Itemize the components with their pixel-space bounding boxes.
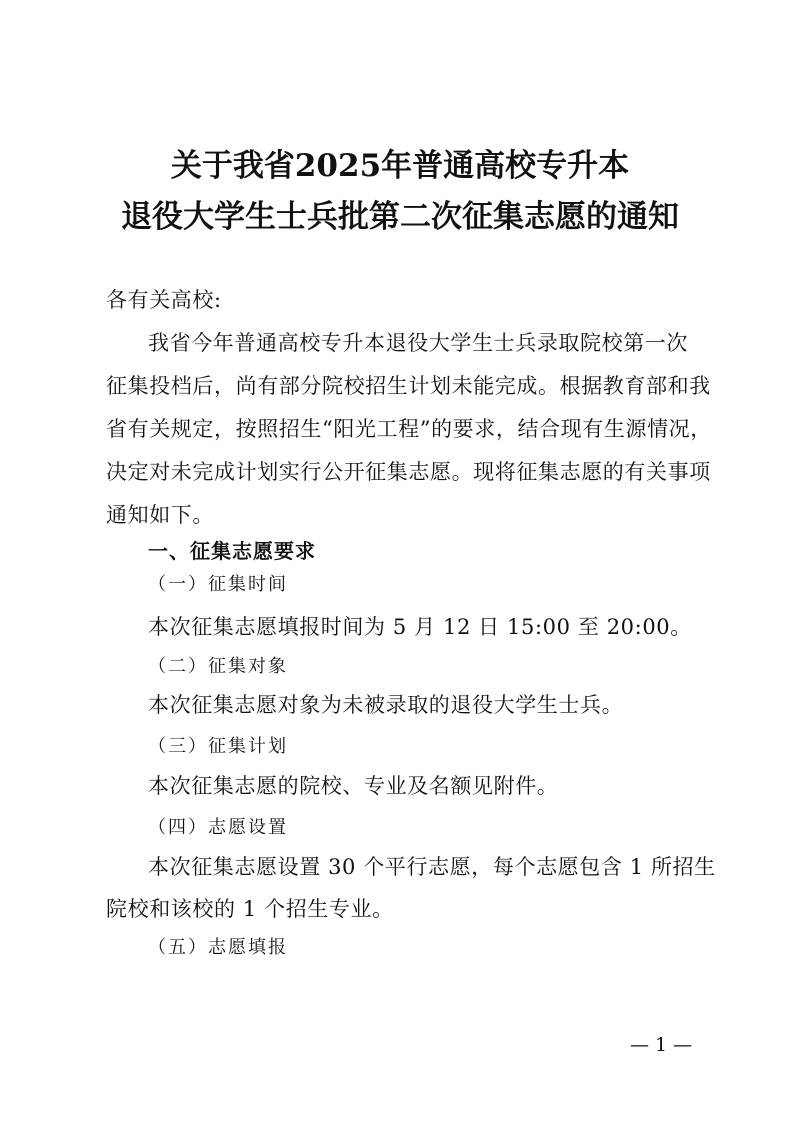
subsection-text: 本次征集志愿填报时间为 5 月 12 日 15:00 至 20:00。 (148, 615, 692, 639)
subsection-heading: （五）志愿填报 (148, 937, 288, 958)
subsection-heading: （四）志愿设置 (148, 817, 288, 838)
intro-paragraph-line: 征集投档后，尚有部分院校招生计划未能完成。根据教育部和我 (106, 374, 711, 398)
subsection-text-line: 本次征集志愿设置 30 个平行志愿，每个志愿包含 1 所招生 (148, 855, 716, 879)
document-title-line-1: 关于我省2025年普通高校专升本 (170, 148, 630, 184)
document-title-line-2: 退役大学生士兵批第二次征集志愿的通知 (121, 199, 679, 235)
intro-paragraph-line: 通知如下。 (106, 503, 214, 527)
page-number: — 1 — (630, 1034, 693, 1056)
subsection-text: 本次征集志愿对象为未被录取的退役大学生士兵。 (148, 693, 624, 717)
subsection-heading: （二）征集对象 (148, 656, 288, 677)
subsection-text: 本次征集志愿的院校、专业及名额见附件。 (148, 774, 559, 798)
intro-paragraph-line: 省有关规定，按照招生“阳光工程”的要求，结合现有生源情况， (106, 417, 712, 441)
subsection-heading: （一）征集时间 (148, 574, 288, 595)
subsection-heading: （三）征集计划 (148, 736, 288, 757)
section-heading: 一、征集志愿要求 (148, 539, 316, 563)
subsection-text-line: 院校和该校的 1 个招生专业。 (106, 897, 394, 921)
intro-paragraph-line: 决定对未完成计划实行公开征集志愿。现将征集志愿的有关事项 (106, 460, 711, 484)
intro-paragraph-line: 我省今年普通高校专升本退役大学生士兵录取院校第一次 (148, 331, 688, 355)
salutation: 各有关高校: (106, 288, 222, 312)
